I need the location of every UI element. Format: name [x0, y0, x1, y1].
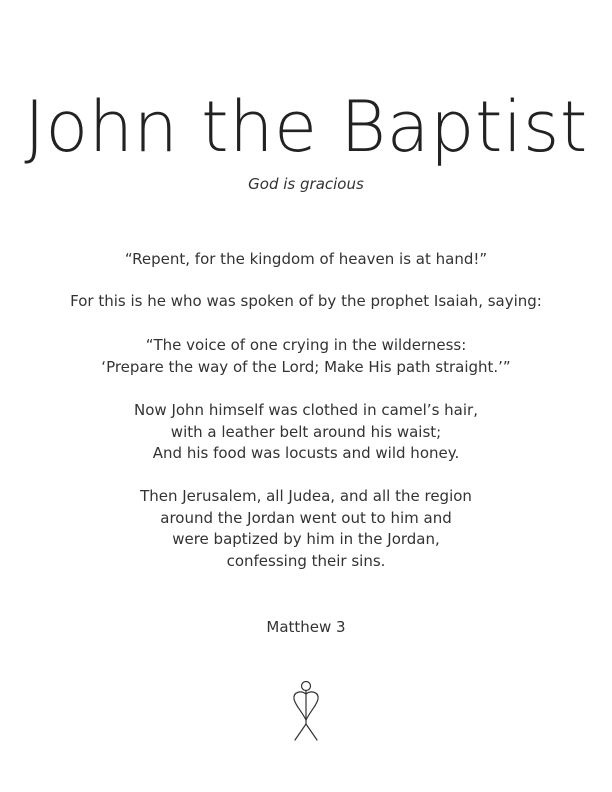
- passage-line: “The voice of one crying in the wilderness:: [145, 336, 467, 354]
- passage-line: were baptized by him in the Jordan,: [172, 530, 440, 548]
- passage-4: [0, 400, 612, 465]
- passage-line: And his food was locusts and wild honey.: [152, 444, 460, 462]
- passage-line: For this is he who was spoken of by the prophet Isaiah, saying:: [70, 292, 542, 310]
- scripture-reference: Matthew 3: [266, 618, 346, 636]
- passage-line: with a leather belt around his waist;: [170, 422, 442, 441]
- passage-line: ‘Prepare the way of the Lord; Make His path straight.’”: [101, 357, 511, 376]
- page-title: John the Baptist: [24, 86, 588, 168]
- passage-line: around the Jordan went out to him and: [160, 508, 452, 527]
- passage-3: [0, 335, 612, 378]
- passage-line: confessing their sins.: [226, 551, 386, 570]
- passage-line: “Repent, for the kingdom of heaven is at hand!”: [124, 250, 488, 268]
- page-subtitle: God is gracious: [248, 175, 364, 193]
- christian-heart-figure-icon: [289, 680, 323, 742]
- passage-2: [0, 291, 612, 313]
- passage-1: [0, 249, 612, 271]
- passage-5: [0, 486, 612, 572]
- passage-line: Then Jerusalem, all Judea, and all the region: [140, 487, 472, 505]
- passage-line: Now John himself was clothed in camel’s hair,: [134, 401, 478, 419]
